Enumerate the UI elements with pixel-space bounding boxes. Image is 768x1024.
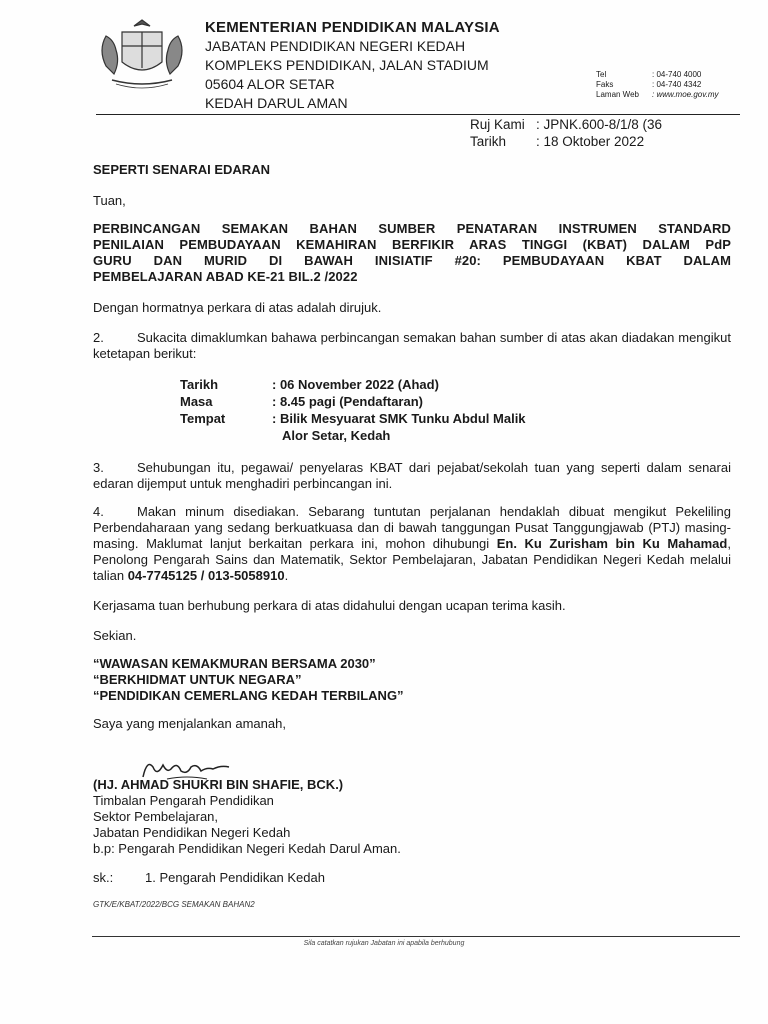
copy-to bbox=[93, 870, 731, 886]
intro-paragraph: Dengan hormatnya perkara di atas adalah dirujuk. bbox=[93, 300, 382, 315]
mottos bbox=[93, 656, 731, 704]
detail-label: Masa bbox=[180, 394, 213, 409]
sekian: Sekian. bbox=[93, 628, 137, 643]
date-label: Tarikh bbox=[470, 134, 507, 149]
signatory-title-line: b.p: Pengarah Pendidikan Negeri Kedah Darul Aman. bbox=[93, 841, 401, 856]
subject-line: PERBINCANGAN SEMAKAN BAHAN SUMBER PENATARAN INSTRUMEN STANDARD bbox=[93, 221, 731, 236]
reference-block bbox=[470, 116, 662, 150]
signatory-titles bbox=[93, 793, 731, 857]
contact-value: : 04-740 4342 bbox=[652, 80, 702, 89]
paragraph-text: Makan minum disediakan. Sebarang tuntutan perjalanan hendaklah dibuat mengikut Pekeliling Perbendaharaan yang sedang berkuatkuasa dan di bawah tanggungan Pusat Tanggungjawab (PTJ) masing-masing. Maklumat lanjut berkaitan perkara ini, mohon dihubungi bbox=[93, 504, 731, 551]
paragraph-text: . bbox=[284, 568, 289, 583]
signatory-title-line: Timbalan Pengarah Pendidikan bbox=[93, 793, 274, 808]
meeting-details bbox=[180, 376, 526, 444]
contact-phone: 04-7745125 / 013-5058910 bbox=[127, 568, 285, 583]
detail-label: Tempat bbox=[180, 411, 226, 426]
paragraph-text: Sehubungan itu, pegawai/ penyelaras KBAT dari pejabat/sekolah tuan yang seperti dalam senarai edaran dijemput untuk menghadiri perbincangan ini. bbox=[93, 460, 731, 491]
contact-value: : 04-740 4000 bbox=[652, 70, 702, 79]
motto-line: “WAWASAN KEMAKMURAN BERSAMA 2030” bbox=[93, 656, 376, 671]
detail-value: : 8.45 pagi (Pendaftaran) bbox=[272, 394, 423, 409]
detail-value: : Bilik Mesyuarat SMK Tunku Abdul Malik bbox=[272, 411, 526, 426]
contact-value: : www.moe.gov.my bbox=[652, 90, 719, 99]
address-line: 05604 ALOR SETAR bbox=[205, 76, 335, 92]
copy-to-label: sk.: bbox=[93, 870, 114, 885]
paragraph-4 bbox=[93, 504, 731, 584]
subject-line: PENILAIAN PEMBUDAYAAN KEMAHIRAN BERFIKIR ARAS TINGGI (KBAT) DALAM PdP bbox=[93, 237, 731, 252]
signatory-title-line: Sektor Pembelajaran, bbox=[93, 809, 219, 824]
ruj-value: : JPNK.600-8/1/8 (36 bbox=[536, 117, 663, 132]
closing-paragraph: Kerjasama tuan berhubung perkara di atas didahului dengan ucapan terima kasih. bbox=[93, 598, 566, 613]
paragraph-number: 4. bbox=[93, 504, 104, 519]
recipient: SEPERTI SENARAI EDARAN bbox=[93, 162, 270, 177]
contact-label: Tel bbox=[596, 70, 607, 79]
file-code: GTK/E/KBAT/2022/BCG SEMAKAN BAHAN2 bbox=[93, 900, 255, 909]
paragraph-text: Sukacita dimaklumkan bahawa perbincangan semakan bahan sumber di atas akan diadakan mengikut ketetapan berikut: bbox=[93, 330, 731, 361]
header-divider bbox=[96, 114, 740, 115]
signatory-name: (HJ. AHMAD SHUKRI BIN SHAFIE, BCK.) bbox=[93, 777, 344, 792]
contact-block bbox=[596, 70, 719, 100]
paragraph-number: 3. bbox=[93, 460, 104, 475]
paragraph-3 bbox=[93, 460, 731, 492]
detail-label: Tarikh bbox=[180, 377, 219, 392]
signatory-title-line: Jabatan Pendidikan Negeri Kedah bbox=[93, 825, 291, 840]
ministry-name: KEMENTERIAN PENDIDIKAN MALAYSIA bbox=[205, 19, 500, 36]
salutation: Tuan, bbox=[93, 193, 126, 208]
subject-line: PEMBELAJARAN ABAD KE-21 BIL.2 /2022 bbox=[93, 269, 358, 284]
contact-label: Laman Web bbox=[596, 90, 639, 99]
contact-person: En. Ku Zurisham bin Ku Mahamad bbox=[496, 536, 728, 551]
address-line: JABATAN PENDIDIKAN NEGERI KEDAH bbox=[205, 38, 466, 54]
address-line: KOMPLEKS PENDIDIKAN, JALAN STADIUM bbox=[205, 57, 489, 73]
motto-line: “BERKHIDMAT UNTUK NEGARA” bbox=[93, 672, 302, 687]
amanah-line: Saya yang menjalankan amanah, bbox=[93, 716, 286, 731]
subject bbox=[93, 221, 731, 285]
contact-label: Faks bbox=[596, 80, 614, 89]
motto-line: “PENDIDIKAN CEMERLANG KEDAH TERBILANG” bbox=[93, 688, 404, 703]
date-value: : 18 Oktober 2022 bbox=[536, 134, 645, 149]
letterhead-organization bbox=[205, 18, 500, 113]
ruj-label: Ruj Kami bbox=[470, 117, 525, 132]
paragraph-number: 2. bbox=[93, 330, 104, 345]
paragraph-2 bbox=[93, 330, 731, 362]
detail-value: : 06 November 2022 (Ahad) bbox=[272, 377, 439, 392]
footer-divider bbox=[92, 936, 740, 937]
copy-to-value: 1. Pengarah Pendidikan Kedah bbox=[145, 870, 325, 885]
detail-value: Alor Setar, Kedah bbox=[282, 428, 391, 443]
address-line: KEDAH DARUL AMAN bbox=[205, 95, 348, 111]
malaysia-coat-of-arms-logo bbox=[92, 16, 192, 96]
paragraph-text: , Penolong Pengarah Sains dan Matematik, Sektor Pembelajaran, Jabatan Pendidikan Negeri Kedah melalui talian bbox=[93, 536, 731, 583]
subject-line: GURU DAN MURID DI BAWAH INISIATIF #20: PEMBUDAYAAN KBAT DALAM bbox=[93, 253, 731, 268]
footer-note: Sila catatkan rujukan Jabatan ini apabila berhubung bbox=[303, 940, 465, 947]
